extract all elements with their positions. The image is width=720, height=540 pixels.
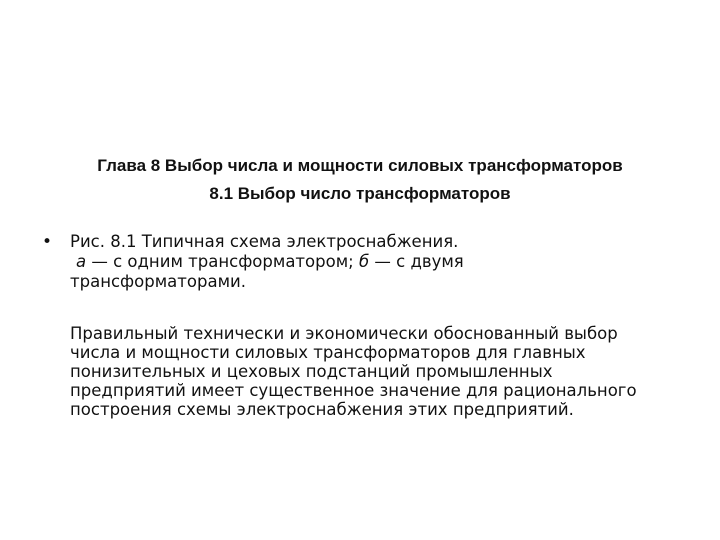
- paragraph-line: понизительных и цеховых подстанций промышленных: [70, 362, 553, 381]
- title-line-chapter: Глава 8 Выбор числа и мощности силовых трансформаторов: [97, 156, 623, 175]
- caption-legend-end: трансформаторами.: [70, 272, 246, 291]
- figure-caption: [70, 232, 696, 292]
- slide-title: [0, 152, 720, 208]
- slide-body: [36, 232, 696, 419]
- bullet-icon: •: [42, 232, 53, 252]
- caption-line: Рис. 8.1 Типичная схема электроснабжения.: [70, 232, 459, 251]
- paragraph-line: Правильный технически и экономически обоснованный выбор: [70, 324, 618, 343]
- legend-label-a: а: [76, 252, 87, 271]
- legend-text-b: — с двумя: [369, 252, 464, 271]
- title-line-section: 8.1 Выбор число трансформаторов: [209, 184, 511, 203]
- paragraph-line: числа и мощности силовых трансформаторов для главных: [70, 343, 586, 362]
- caption-legend: [70, 252, 696, 272]
- body-paragraph: [36, 324, 696, 419]
- bullet-item: [36, 232, 696, 292]
- paragraph-line: предприятий имеет существенное значение для рационального: [70, 381, 637, 400]
- legend-label-b: б: [358, 252, 370, 271]
- legend-text-a: — с одним трансформатором;: [86, 252, 359, 271]
- paragraph-line: построения схемы электроснабжения этих предприятий.: [70, 400, 574, 419]
